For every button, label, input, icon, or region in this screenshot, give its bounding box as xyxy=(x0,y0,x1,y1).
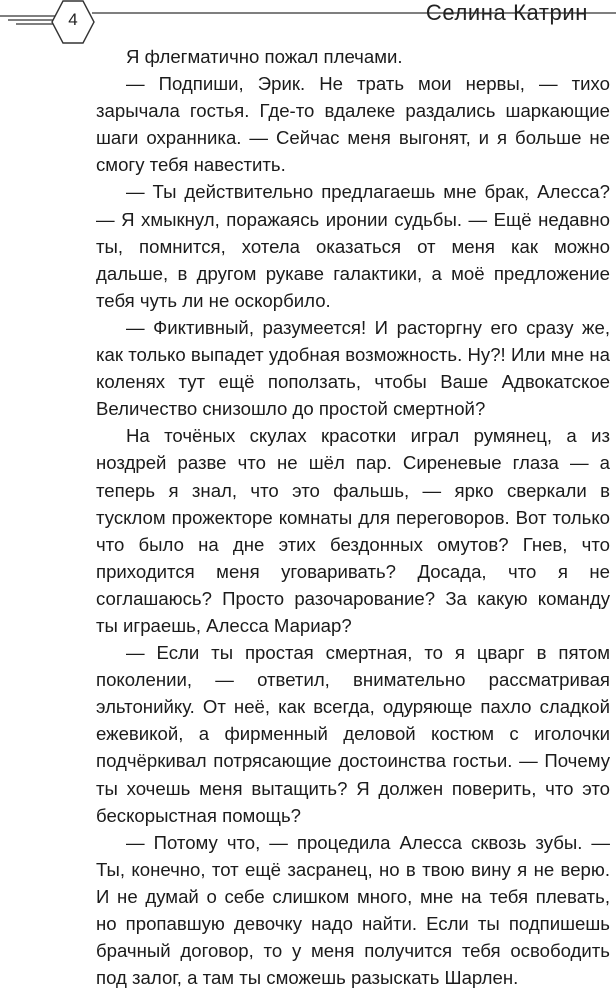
paragraph: — Если ты простая смертная, то я цварг в пятом поколении, — ответил, внимательно рассматривая эльтонийку. От неё, как всегда, одуряюще пахло сладкой ежевикой, а фирменный деловой костюм с иголочки подчёркивал потрясающие достоинства гостьи. — Почему ты хочешь меня вытащить? Я должен поверить, что это бескорыстная помощь? xyxy=(96,642,610,826)
running-title-author: Селина Катрин xyxy=(425,0,588,25)
paragraph: — Ты действительно предлагаешь мне брак, Алесса? — Я хмыкнул, поражаясь иронии судьбы. — Ещё недавно ты, помнится, хотела оказаться от меня как можно дальше, в другом рукаве галактики, а моё предложение тебя чуть ли не оскорбило. xyxy=(96,181,610,311)
paragraph: — Подпиши, Эрик. Не трать мои нервы, — тихо зарычала гостья. Где-то вдалеке раздались шаркающие шаги охранника. — Сейчас меня выгонят, и я больше не смогу тебя навестить. xyxy=(96,73,610,176)
main-text xyxy=(96,43,610,991)
running-header xyxy=(0,0,616,46)
paragraph: — Фиктивный, разумеется! И расторгну его сразу же, как только выпадет удобная возможность. Ну?! Или мне на коленях тут ещё поползать, чтобы Ваше Адвокатское Величество снизошло до простой смертной? xyxy=(96,316,610,420)
paragraph: Я флегматично пожал плечами. xyxy=(126,46,403,67)
paragraph: — Потому что, — процедила Алесса сквозь зубы. — Ты, конечно, тот ещё засранец, но в твою вину я не верю. И не думай о себе слишком много, мне на тебя плевать, но пропавшую девочку надо найти. Если ты подпишешь брачный договор, то у меня получится тебя освободить под залог, а там ты сможешь разыскать Шарлен. xyxy=(96,831,610,989)
paragraph: На точёных скулах красотки играл румянец, а из ноздрей разве что не шёл пар. Сиреневые глаза — а теперь я знал, что это фальшь, — ярко сверкали в тусклом прожекторе комнаты для переговоров. Вот только что было на дне этих бездонных омутов? Гнев, что приходится меня уговаривать? Досада, что я не соглашаюсь? Просто разочарование? За какую команду ты играешь, Алесса Мариар? xyxy=(96,425,610,636)
page-number: 4 xyxy=(68,10,78,29)
